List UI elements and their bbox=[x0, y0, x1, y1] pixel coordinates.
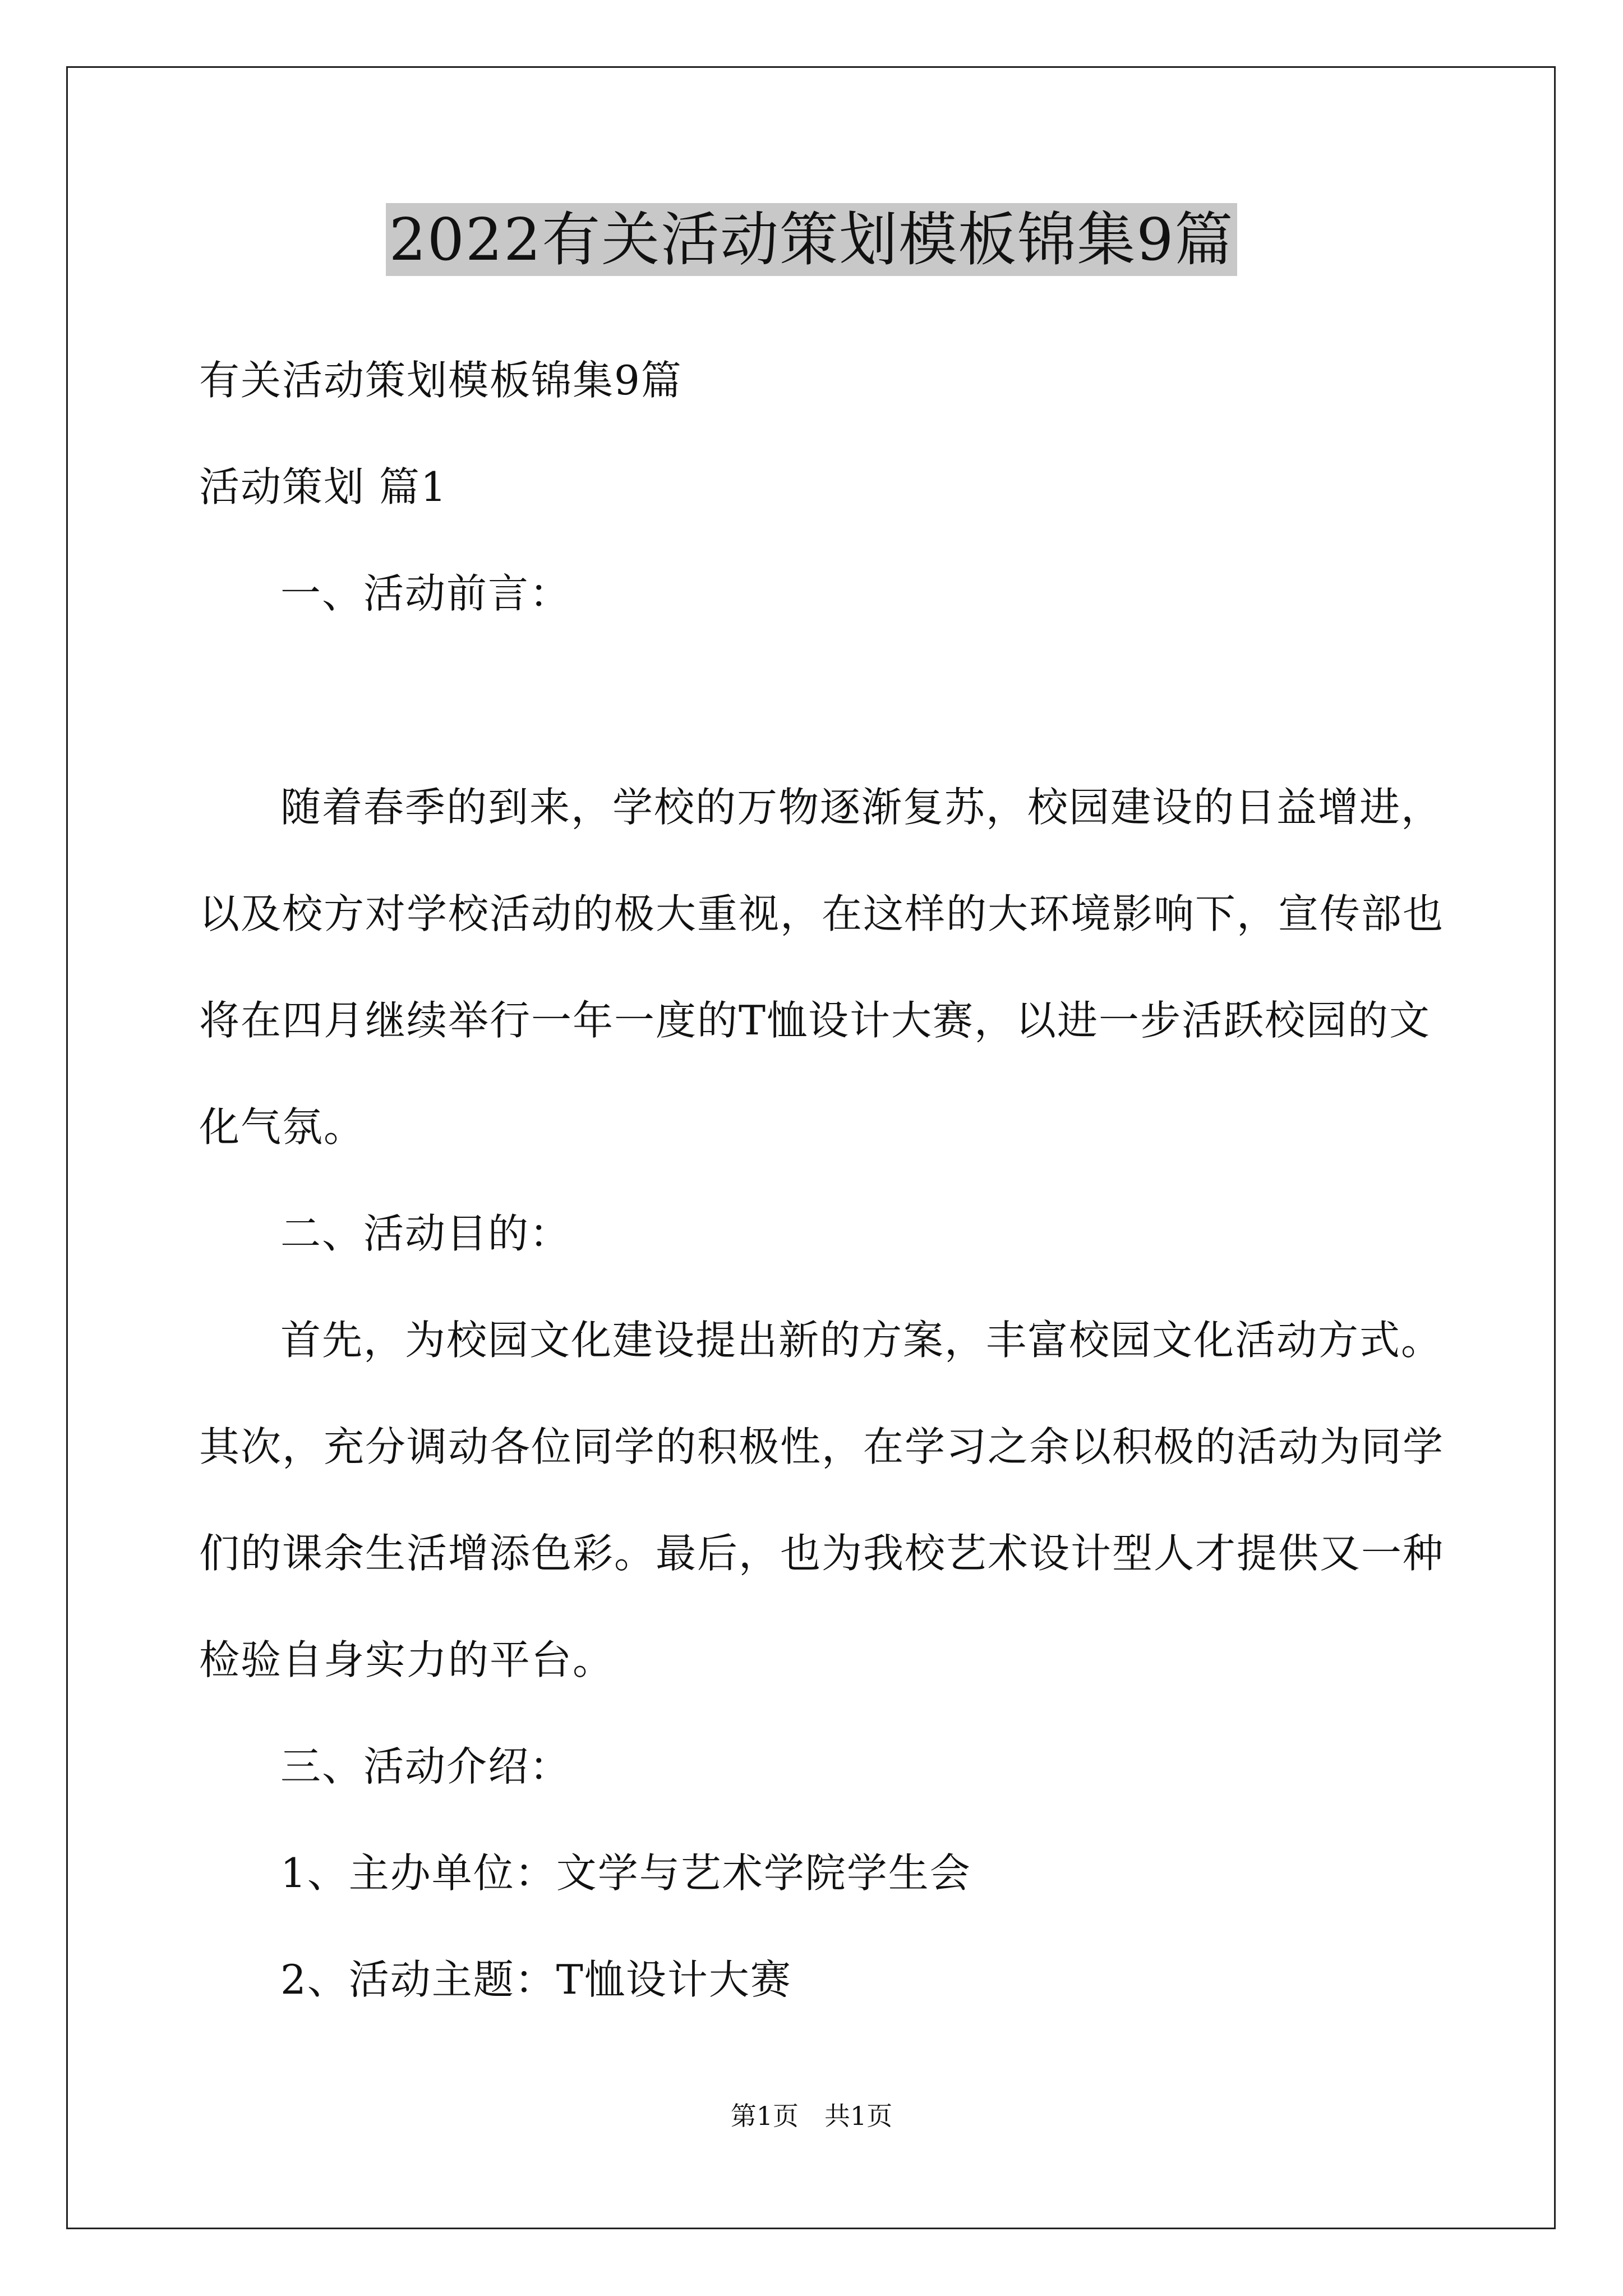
paragraph-line: 检验自身实力的平台。 bbox=[199, 1636, 615, 1683]
document-subtitle: 有关活动策划模板锦集9篇 bbox=[199, 357, 683, 404]
paragraph-line: 随着春季的到来，学校的万物逐渐复苏，校园建设的日益增进， bbox=[280, 784, 1443, 831]
page-footer: 第1页 共1页 bbox=[730, 2101, 893, 2131]
document-title-text: 2022有关活动策划模板锦集9篇 bbox=[386, 203, 1238, 276]
heading-introduction: 三、活动介绍： bbox=[280, 1743, 571, 1790]
list-item: 1、主办单位：文学与艺术学院学生会 bbox=[280, 1849, 971, 1897]
heading-purpose: 二、活动目的： bbox=[280, 1210, 571, 1257]
paragraph-line: 其次，充分调动各位同学的积极性，在学习之余以积极的活动为同学 bbox=[199, 1423, 1445, 1470]
paragraph-line: 首先，为校园文化建设提出新的方案，丰富校园文化活动方式。 bbox=[280, 1317, 1443, 1364]
heading-foreword: 一、活动前言： bbox=[280, 570, 571, 617]
section-heading: 活动策划 篇1 bbox=[199, 463, 448, 510]
paragraph-line: 将在四月继续举行一年一度的T恤设计大赛，以进一步活跃校园的文 bbox=[199, 997, 1431, 1044]
paragraph-line: 们的课余生活增添色彩。最后，也为我校艺术设计型人才提供又一种 bbox=[199, 1530, 1445, 1577]
list-item: 2、活动主题：T恤设计大赛 bbox=[280, 1956, 792, 2003]
paragraph-line: 以及校方对学校活动的极大重视，在这样的大环境影响下，宣传部也 bbox=[199, 890, 1445, 937]
document-title bbox=[0, 203, 1623, 276]
paragraph-line: 化气氛。 bbox=[199, 1103, 366, 1151]
